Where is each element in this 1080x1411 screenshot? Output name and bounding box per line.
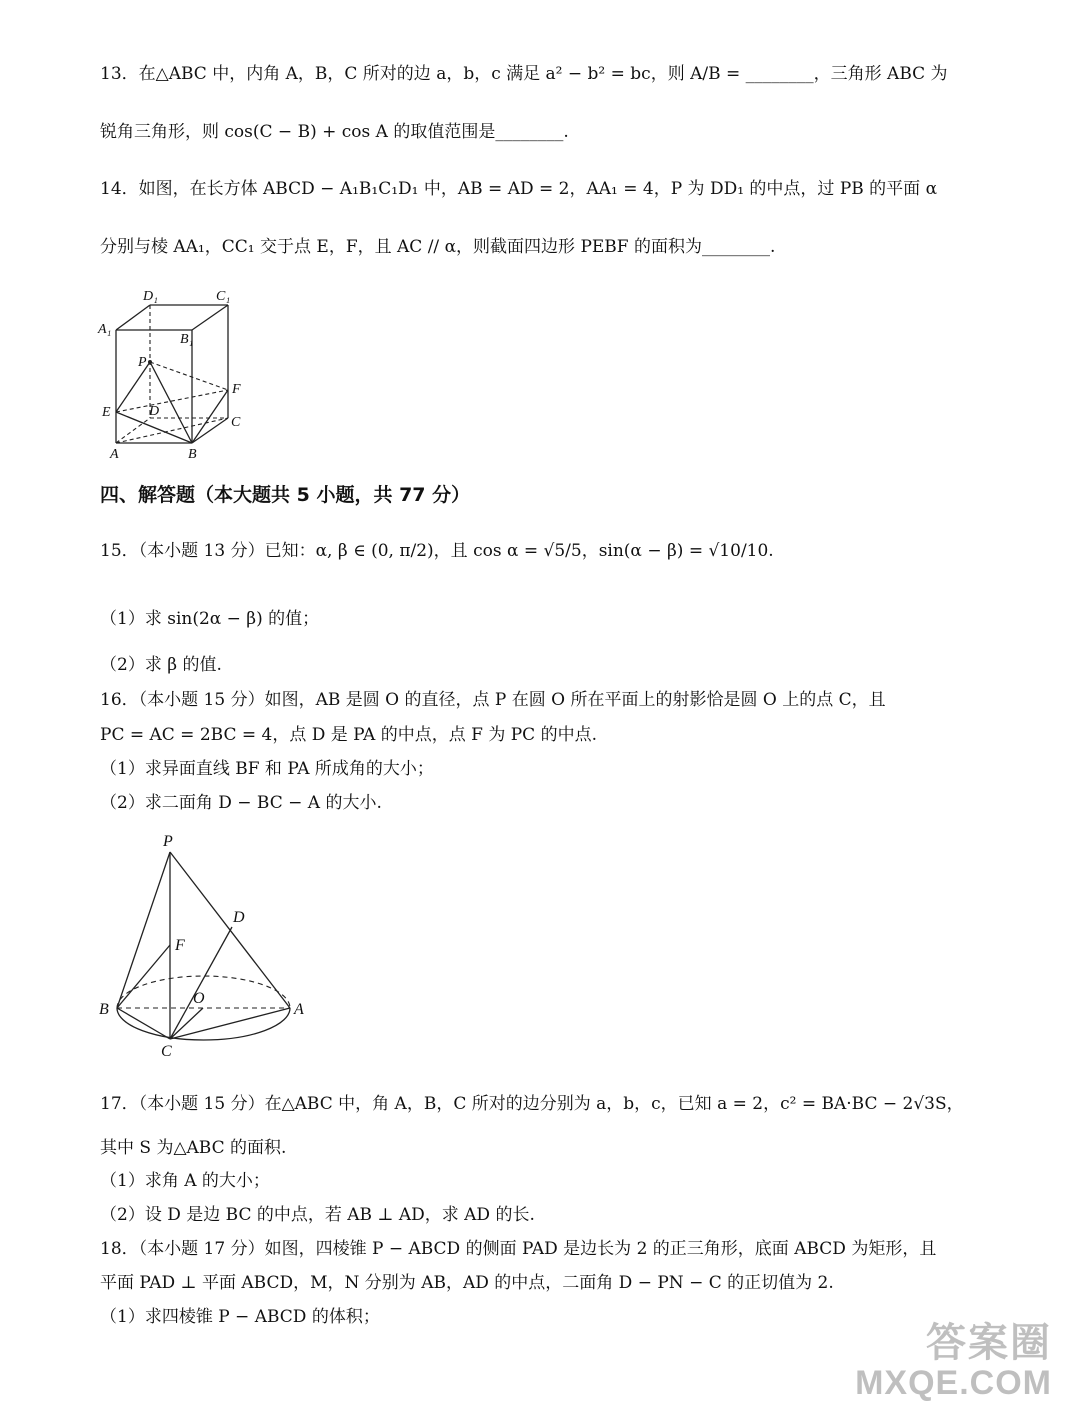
label-E: E <box>102 405 111 420</box>
watermark-logo-text: 答案圈 <box>926 1321 1052 1365</box>
label-P: P <box>138 355 147 370</box>
q18-line1: 18．（本小题 17 分）如图，四棱锥 P − ABCD 的侧面 PAD 是边长为 2 的正三角形，底面 ABCD 为矩形，且 <box>100 1239 937 1259</box>
label-C: C <box>231 415 241 430</box>
watermark <box>855 1311 1052 1403</box>
label-F: F <box>175 937 185 954</box>
q16-line2: PC = AC = 2BC = 4，点 D 是 PA 的中点，点 F 为 PC 的中点. <box>100 725 597 745</box>
q13-line1: 13．在△ABC 中，内角 A，B，C 所对的边 a，b，c 满足 a² − b² = bc，则 A/B = ________，三角形 ABC 为 <box>100 64 948 84</box>
q17-part1: （1）求角 A 的大小； <box>100 1171 270 1191</box>
label-F: F <box>232 382 241 397</box>
q15-line1: 15．（本小题 13 分）已知：α, β ∈ (0, π/2)，且 cos α = √5/5，sin(α − β) = √10/10. <box>100 541 774 561</box>
label-B: B <box>188 447 197 462</box>
label-C: C <box>161 1043 172 1058</box>
watermark-url: MXQE.COM <box>855 1364 1052 1402</box>
q17-line1: 17．（本小题 15 分）在△ABC 中，角 A，B，C 所对的边分别为 a，b，c，已知 a = 2，c² = BA·BC − 2√3S， <box>100 1094 964 1114</box>
label-A1: A₁ <box>98 322 112 337</box>
q16-part1: （1）求异面直线 BF 和 PA 所成角的大小； <box>100 759 434 779</box>
q15-part2: （2）求 β 的值. <box>100 655 222 675</box>
q18-part1: （1）求四棱锥 P − ABCD 的体积； <box>100 1307 380 1327</box>
q15-part1: （1）求 sin(2α − β) 的值； <box>100 609 320 629</box>
q14-line1: 14．如图，在长方体 ABCD − A₁B₁C₁D₁ 中，AB = AD = 2，AA₁ = 4，P 为 DD₁ 的中点，过 PB 的平面 α <box>100 179 938 199</box>
figure-prism <box>95 285 255 465</box>
section-title: 四、解答题（本大题共 5 小题，共 77 分） <box>100 484 471 506</box>
label-A: A <box>110 447 119 462</box>
figure-cone <box>95 828 315 1058</box>
q16-line1: 16．（本小题 15 分）如图，AB 是圆 O 的直径，点 P 在圆 O 所在平面上的射影恰是圆 O 上的点 C，且 <box>100 690 886 710</box>
q17-part2: （2）设 D 是边 BC 的中点，若 AB ⊥ AD，求 AD 的长. <box>100 1205 535 1225</box>
label-A: A <box>294 1001 304 1018</box>
label-O: O <box>193 990 205 1007</box>
q18-line2: 平面 PAD ⊥ 平面 ABCD，M，N 分别为 AB，AD 的中点，二面角 D − PN − C 的正切值为 2. <box>100 1273 834 1293</box>
label-B: B <box>99 1001 109 1018</box>
q14-line2: 分别与棱 AA₁，CC₁ 交于点 E，F，且 AC // α，则截面四边形 PEBF 的面积为________. <box>100 237 776 257</box>
label-P: P <box>163 833 173 850</box>
label-D1: D₁ <box>143 289 158 304</box>
q16-part2: （2）求二面角 D − BC − A 的大小. <box>100 793 382 813</box>
q13-line2: 锐角三角形，则 cos(C − B) + cos A 的取值范围是________. <box>100 122 569 142</box>
label-D: D <box>149 404 160 419</box>
q17-line2: 其中 S 为△ABC 的面积. <box>100 1138 287 1158</box>
label-D: D <box>233 909 245 926</box>
label-C1: C₁ <box>216 289 231 304</box>
label-B1: B₁ <box>180 332 194 347</box>
